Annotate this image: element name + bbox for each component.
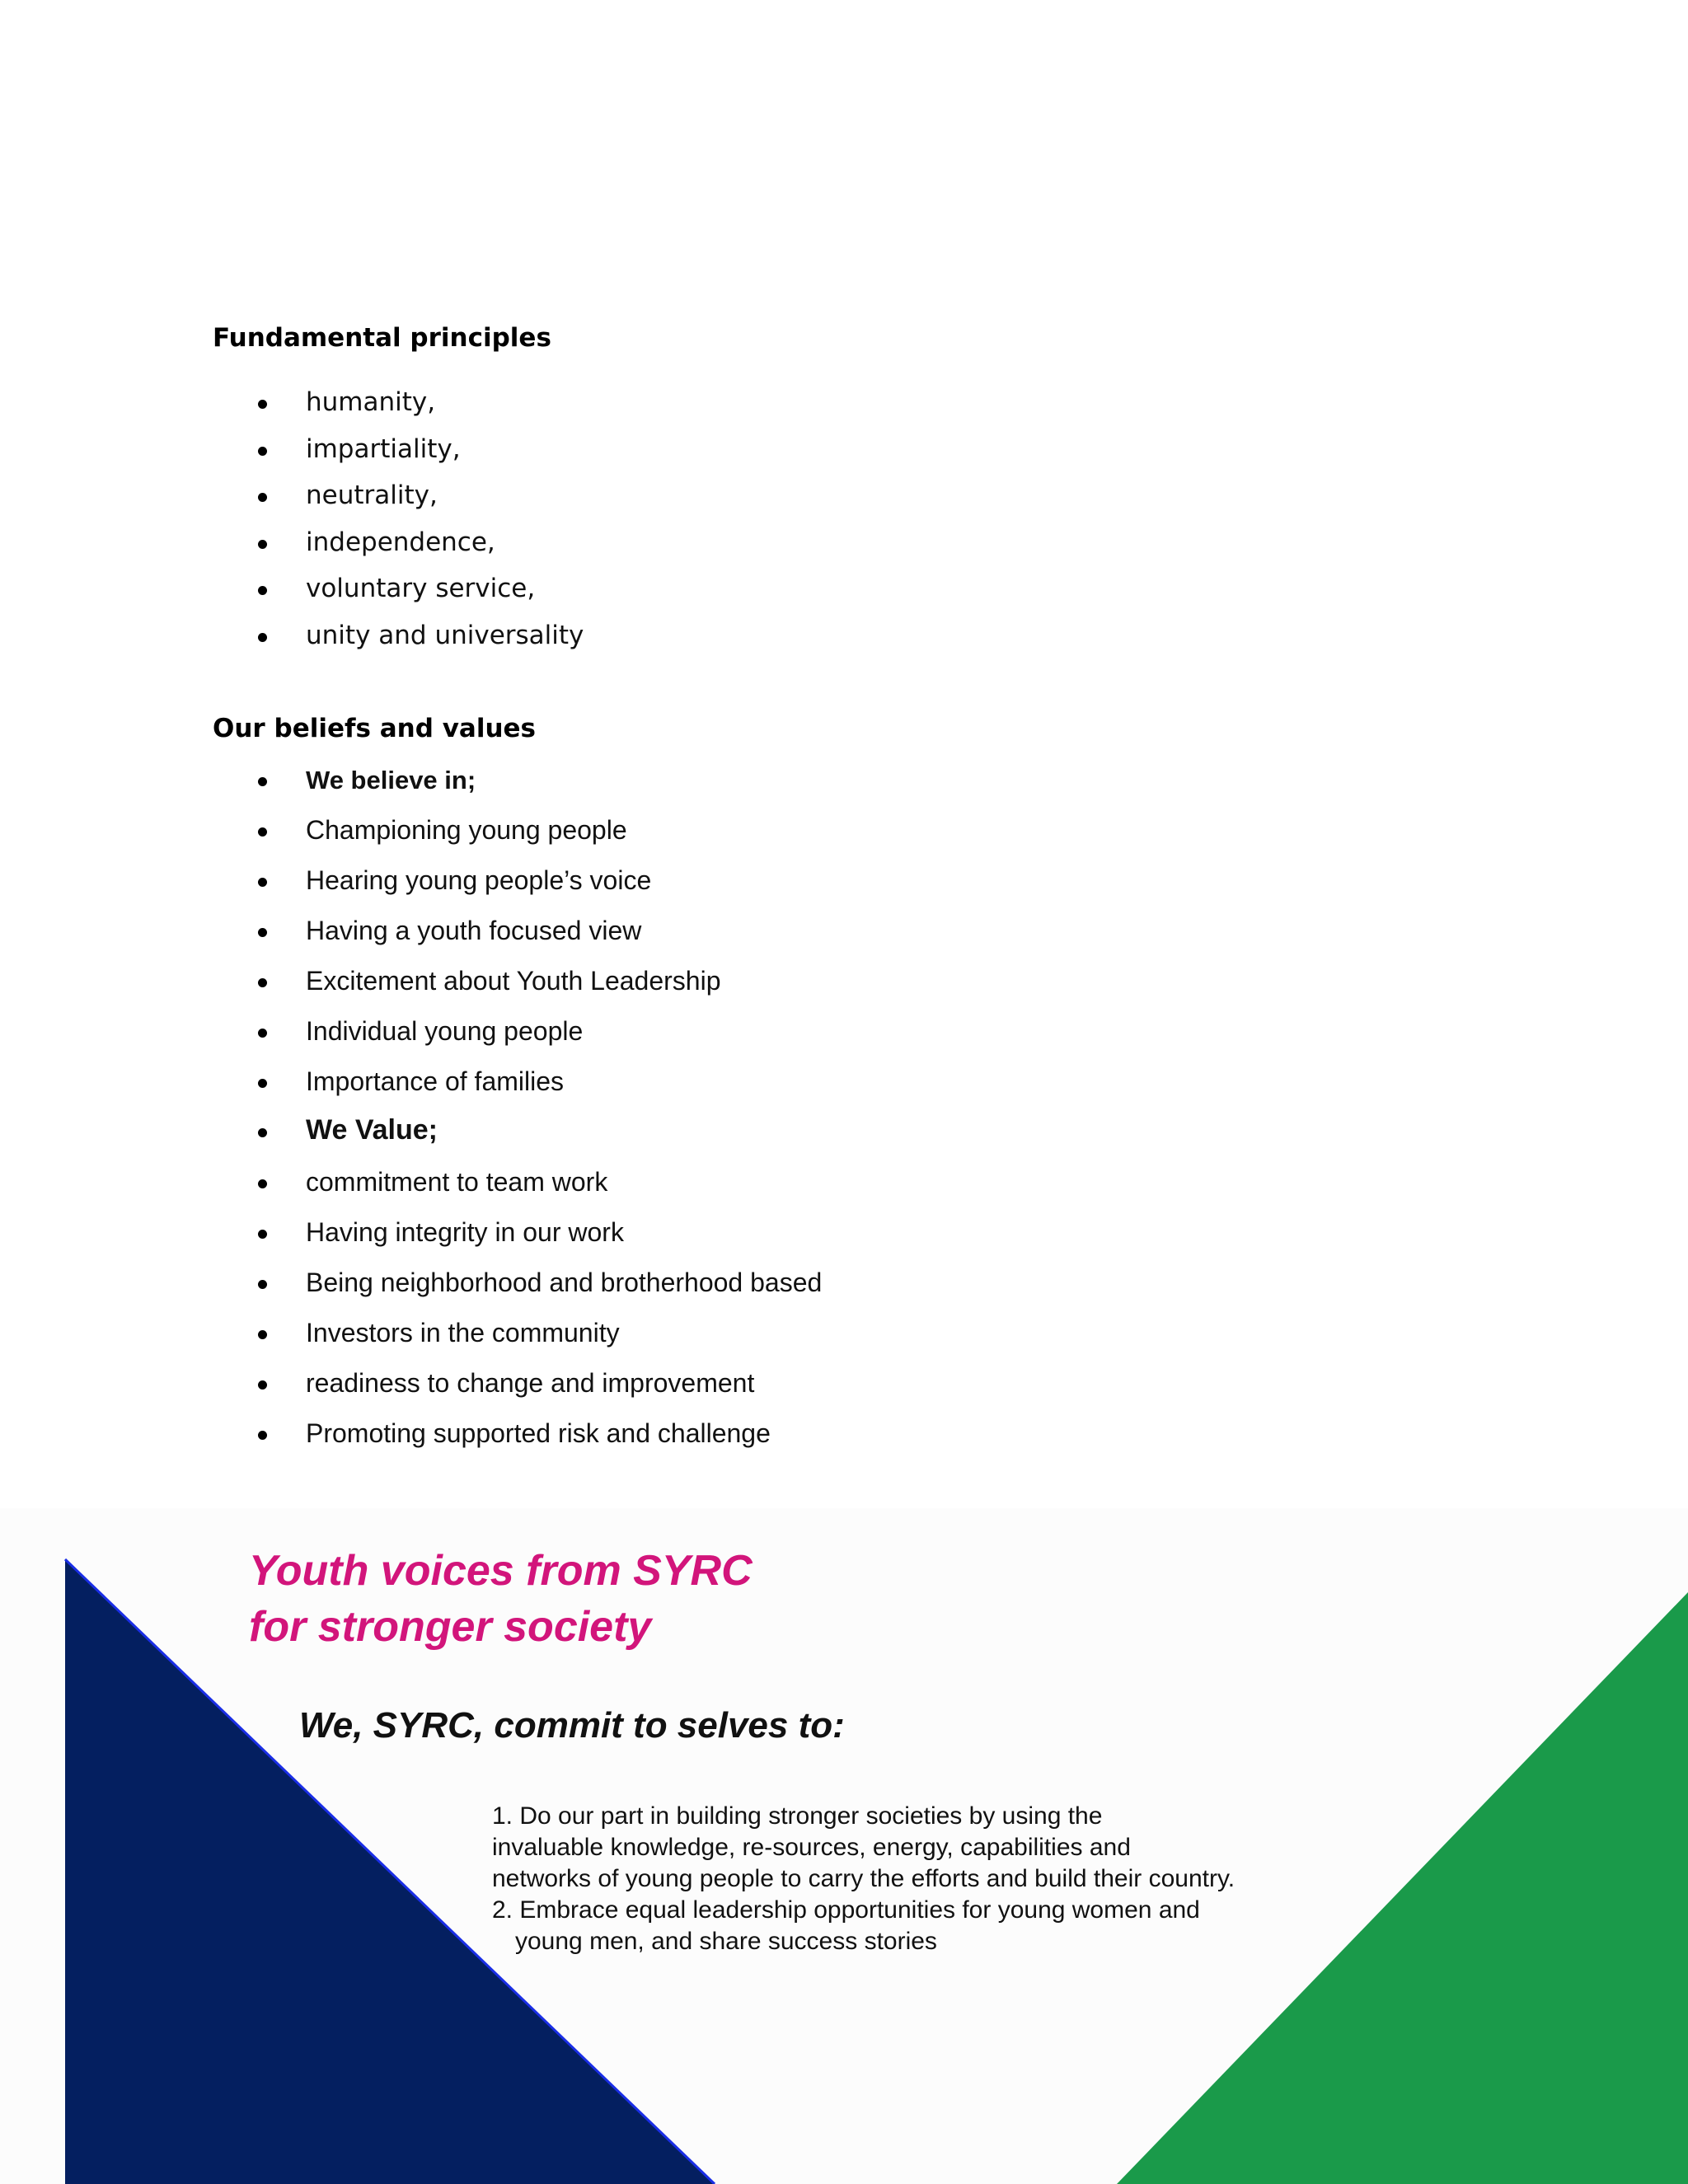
value-text: readiness to change and improvement [306, 1368, 755, 1398]
bullet-icon [258, 633, 267, 642]
bullet-icon [258, 1431, 267, 1440]
tagline-line-2: for stronger society [249, 1603, 652, 1651]
bullet-icon [258, 1029, 267, 1038]
commitment-heading: We, SYRC, commit to selves to: [299, 1705, 845, 1746]
tagline-line-1: Youth voices from SYRC [249, 1547, 753, 1595]
commitment-line: 2. Embrace equal leadership opportunities for young women and [492, 1896, 1200, 1924]
principle-text: independence, [306, 527, 495, 557]
belief-text: Individual young people [306, 1016, 584, 1046]
bullet-icon [258, 978, 267, 987]
bullet-icon [258, 777, 267, 786]
value-text: Promoting supported risk and challenge [306, 1418, 771, 1448]
commitment-line: 1. Do our part in building stronger societies by using the [492, 1802, 1103, 1830]
value-text: Being neighborhood and brotherhood based [306, 1268, 823, 1297]
principle-text: humanity, [306, 387, 436, 417]
bullet-icon [258, 1230, 267, 1239]
belief-text: Excitement about Youth Leadership [306, 966, 721, 996]
value-text: Having integrity in our work [306, 1217, 624, 1247]
bullet-icon [258, 493, 267, 502]
value-text: Investors in the community [306, 1318, 620, 1347]
bullet-icon [258, 1280, 267, 1289]
commitment-line: invaluable knowledge, re-sources, energy, capabilities and [492, 1834, 1131, 1861]
values-subheading: We Value; [306, 1114, 438, 1146]
bullet-icon [258, 1380, 267, 1390]
bullet-icon [258, 586, 267, 595]
belief-text: Having a youth focused view [306, 916, 642, 945]
bullet-icon [258, 1128, 267, 1137]
belief-text: Hearing young people’s voice [306, 865, 652, 895]
bullet-icon [258, 827, 267, 837]
principle-text: impartiality, [306, 434, 461, 464]
belief-subheading: We believe in; [306, 766, 476, 794]
bullet-icon [258, 1179, 267, 1188]
syrc-tagline [249, 1543, 753, 1655]
beliefs-heading: Our beliefs and values [213, 714, 536, 743]
principle-text: neutrality, [306, 480, 438, 510]
value-text: commitment to team work [306, 1167, 608, 1197]
belief-text: Championing young people [306, 815, 627, 845]
commitments-block [492, 1801, 1235, 1957]
commitment-line: young men, and share success stories [515, 1928, 937, 1955]
bullet-icon [258, 400, 267, 409]
belief-text: Importance of families [306, 1066, 565, 1096]
bullet-icon [258, 1330, 267, 1339]
bullet-icon [258, 878, 267, 887]
principle-text: voluntary service, [306, 574, 536, 603]
principle-text: unity and universality [306, 621, 584, 650]
bullet-icon [258, 540, 267, 549]
bullet-icon [258, 928, 267, 937]
commitment-line: networks of young people to carry the efforts and build their country. [492, 1865, 1236, 1892]
bullet-icon [258, 447, 267, 456]
bullet-icon [258, 1079, 267, 1088]
principles-heading: Fundamental principles [213, 323, 551, 353]
